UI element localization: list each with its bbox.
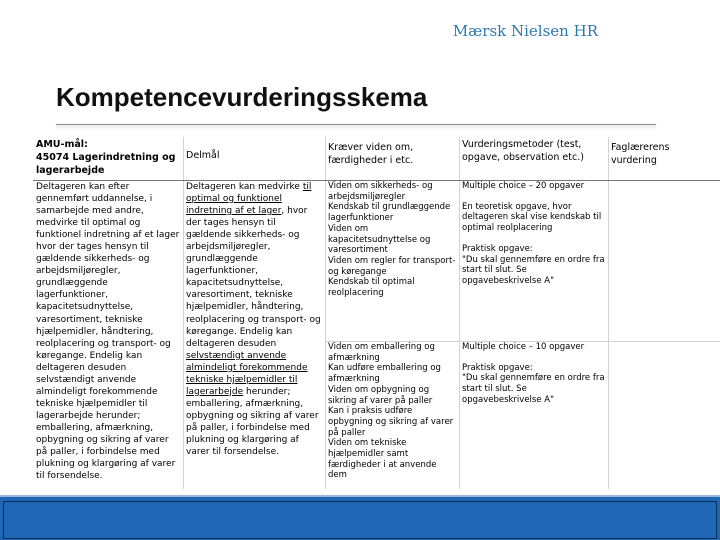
row1-knowledge: Viden om sikkerheds- og arbejdsmiljøregler Kendskab til grundlæggende lagerfunktioner Viden om kapacitetsudnyttelse og varesortiment Viden om regler for transport- og køregange Kendskab til optimal reolplacering: [328, 181, 456, 299]
row2-method-multiple-choice: Multiple choice – 10 opgaver: [462, 342, 585, 352]
header-delmaal: Delmål: [186, 150, 220, 161]
title-underline: [56, 124, 656, 125]
row2-method-practical: Praktisk opgave: "Du skal gennemføre en ordre fra start til slut. Se opgavebeskrivelse A": [462, 362, 605, 405]
header-knowledge: Kræver viden om, færdigheder i etc.: [328, 142, 414, 166]
delmaal-text: [183, 181, 325, 489]
page-title: Kompetencevurderingsskema: [56, 82, 428, 112]
row2-knowledge: Viden om emballering og afmærkning Kan udføre emballering og afmærkning Viden om opbygning og sikring af varer på paller Kan i praksis udføre opbygning og sikring af varer på paller Viden om tekniske hjælpemidler samt færdigheder i at anvende dem: [328, 342, 454, 481]
brand-header: Mærsk Nielsen HR: [452, 22, 598, 40]
delmaal-part1-underlined: til optimal og funktionel indretning af et lager: [186, 182, 312, 217]
row1-method-theory: En teoretisk opgave, hvor deltageren skal vise kendskab til optimal reolplacering: [462, 201, 602, 234]
header-methods: Vurderingsmetoder (test, opgave, observation etc.): [462, 139, 584, 163]
header-divider: [33, 180, 720, 181]
delmaal-part2-rest: herunder; emballering, afmærkning, opbygning og sikring af varer på paller, i forbindelse med plukning og klargøring af varer til forsendelse.: [186, 386, 319, 458]
grid-line: [183, 137, 184, 489]
header-amu-goal: AMU-mål: 45074 Lagerindretning og lagerarbejde: [36, 139, 176, 176]
delmaal-part2-underlined: selvstændigt anvende almindeligt forekommende tekniske hjælpemidler til lagerarbejde: [186, 350, 308, 397]
row1-method-practical: Praktisk opgave: "Du skal gennemføre en ordre fra start til slut. Se opgavebeskrivelse A": [462, 243, 605, 286]
row2-teacher-assessment[interactable]: [608, 342, 720, 489]
title-area: [56, 82, 656, 122]
amu-goal-text: Deltageren kan efter gennemført uddannelse, i samarbejde med andre, medvirke til optimal og funktionel indretning af et lager hvor der tages hensyn til gældende sikkerheds- og arbejdsmiljøregler, grundlæggende lagerfunktioner, kapacitetsudnyttelse, varesortiment, tekniske hjælpemidler, håndtering, reolplacering og transport- og køregange. Endelig kan deltageren desuden selvstændigt anvende almindeligt forekommende tekniske hjælpemidler til lagerarbejde herunder; emballering, afmærkning, opbygning og sikring af varer på paller, i forbindelse med plukning og klargøring af varer til forsendelse.: [36, 182, 180, 482]
delmaal-part2-prefix: Endelig kan deltageren desuden: [186, 326, 293, 349]
grid-line: [459, 137, 460, 489]
footer-bar: [0, 495, 720, 540]
header-teacher-assessment: Faglærerens vurdering: [611, 142, 670, 166]
row1-method-multiple-choice: Multiple choice – 20 opgaver: [462, 181, 585, 191]
row1-methods: [459, 181, 608, 341]
assessment-table: [33, 137, 720, 489]
row2-methods: [459, 342, 608, 489]
row1-teacher-assessment[interactable]: [608, 181, 720, 341]
delmaal-part1-prefix: Deltageren kan medvirke: [186, 182, 303, 192]
row-divider: [325, 341, 720, 342]
delmaal-part1-rest: , hvor der tages hensyn til gældende sikkerheds- og arbejdsmiljøregler, grundlæggende lagerfunktioner, kapacitetsudnyttelse, varesortiment, tekniske hjælpemidler, håndtering, reolplacering og transport- og køregange.: [186, 206, 321, 337]
footer-frame: [3, 501, 717, 539]
grid-line: [325, 137, 326, 489]
grid-line: [608, 137, 609, 489]
